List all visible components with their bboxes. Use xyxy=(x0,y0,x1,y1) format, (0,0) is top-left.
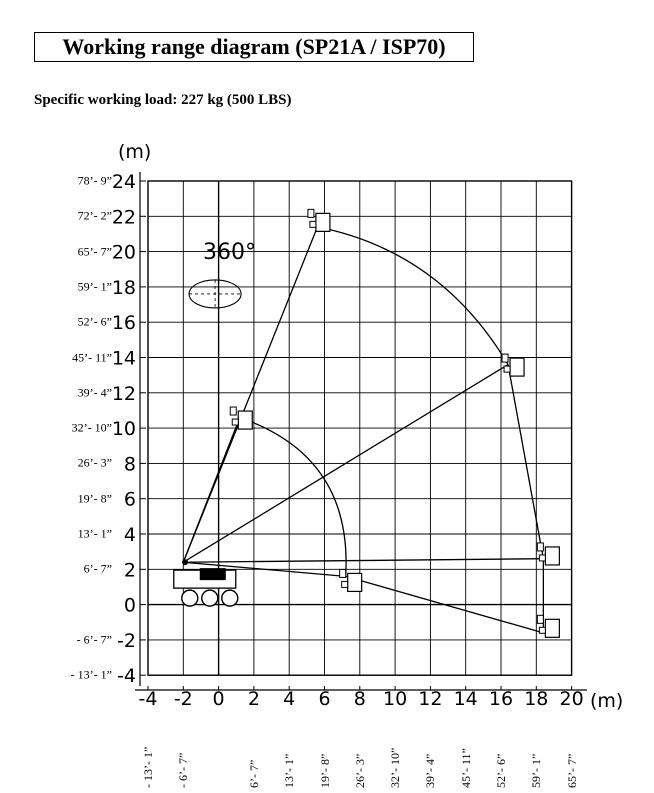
x-feet-label: 59’- 1” xyxy=(529,753,544,788)
y-feet-label: 26’- 3” xyxy=(77,455,112,470)
x-feet-label: 13’- 1” xyxy=(282,753,297,788)
y-tick-label: 18 xyxy=(111,276,136,299)
y-tick-label: 10 xyxy=(111,418,136,441)
y-tick-label: 16 xyxy=(111,312,136,335)
x-tick-label: 8 xyxy=(353,688,366,710)
machine-wheel xyxy=(222,590,238,606)
x-tick-label: 12 xyxy=(418,688,443,710)
y-tick-label: 12 xyxy=(111,382,136,405)
y-feet-label: 13’- 1” xyxy=(77,526,112,541)
y-feet-label: 39’- 4” xyxy=(77,385,112,400)
y-tick-label: 4 xyxy=(123,524,136,546)
x-tick-label: 4 xyxy=(283,688,296,710)
basket-step xyxy=(232,419,238,425)
y-tick-label: 24 xyxy=(111,171,136,193)
x-tick-label: 0 xyxy=(212,688,225,710)
platform-basket-icon xyxy=(230,407,252,429)
x-tick-label: 18 xyxy=(524,688,549,710)
basket-railing xyxy=(537,543,543,551)
x-feet-label: - 13’- 1” xyxy=(141,746,155,788)
x-tick-label: -4 xyxy=(138,688,158,710)
boom-line xyxy=(183,418,239,563)
boom-line xyxy=(183,559,543,563)
platform-basket-icon xyxy=(308,209,330,231)
y-feet-label: 78’- 9” xyxy=(77,173,112,188)
y-feet-label: 65’- 7” xyxy=(77,244,112,259)
basket-box xyxy=(545,547,559,565)
y-tick-label: 2 xyxy=(123,559,136,582)
y-feet-label: 59’- 1” xyxy=(77,279,112,294)
y-tick-label: -2 xyxy=(117,629,136,652)
envelope-edge xyxy=(508,365,543,559)
basket-railing xyxy=(340,569,346,577)
y-tick-label: -4 xyxy=(117,665,136,688)
y-tick-label: 0 xyxy=(123,594,136,617)
x-feet-label: 39’- 4” xyxy=(423,753,438,788)
basket-railing xyxy=(502,354,508,362)
x-tick-label: 6 xyxy=(318,688,331,710)
basket-step xyxy=(504,366,510,372)
basket-railing xyxy=(308,209,314,217)
y-tick-label: 8 xyxy=(123,453,136,476)
basket-box xyxy=(316,213,330,231)
platform-basket-icon xyxy=(340,569,362,591)
basket-step xyxy=(539,627,545,633)
y-feet-label: - 13’- 1” xyxy=(70,667,112,682)
boom-pivot xyxy=(182,559,188,565)
diagram-title: Working range diagram (SP21A / ISP70) xyxy=(34,32,474,62)
platform-basket-icon xyxy=(537,543,559,565)
y-feet-label: 6’- 7” xyxy=(83,561,112,576)
x-feet-label: 45’- 11” xyxy=(458,748,473,788)
y-feet-label: 72’- 2” xyxy=(77,208,112,223)
basket-railing xyxy=(230,407,236,415)
x-tick-label: 16 xyxy=(488,688,514,710)
x-feet-label: 65’- 7” xyxy=(564,753,579,788)
machine-wheel xyxy=(202,590,218,606)
machine-turntable xyxy=(200,568,226,580)
y-tick-label: 22 xyxy=(111,206,136,229)
working-load-subtitle: Specific working load: 227 kg (500 LBS) xyxy=(34,92,292,108)
machine-wheel xyxy=(182,590,198,606)
x-feet-label: 6’- 7” xyxy=(246,759,261,788)
x-unit-label: (m) xyxy=(590,690,624,712)
inner-arc xyxy=(240,418,346,577)
basket-railing xyxy=(537,615,543,623)
y-feet-label: 32’- 10” xyxy=(71,420,112,435)
basket-step xyxy=(310,221,316,227)
x-tick-label: 10 xyxy=(383,688,408,710)
basket-step xyxy=(342,581,348,587)
rotation-ellipse-icon xyxy=(189,280,241,308)
basket-box xyxy=(510,358,524,376)
x-feet-label: 32’- 10” xyxy=(388,747,403,788)
x-tick-label: -2 xyxy=(173,688,193,710)
y-tick-label: 20 xyxy=(111,241,136,264)
basket-box xyxy=(348,573,362,591)
y-feet-label: 45’- 11” xyxy=(72,350,112,364)
x-tick-label: 14 xyxy=(453,688,478,710)
y-unit-label: (m) xyxy=(118,141,152,163)
basket-step xyxy=(539,555,545,561)
working-envelope xyxy=(183,227,543,633)
x-feet-label: - 6’- 7” xyxy=(176,752,191,788)
x-feet-label: 19’- 8” xyxy=(317,753,332,788)
rotation-label: 360° xyxy=(203,240,256,265)
x-feet-label: 26’- 3” xyxy=(352,753,367,788)
outer-arc xyxy=(317,227,508,365)
x-tick-label: 2 xyxy=(247,688,260,710)
basket-box xyxy=(238,411,252,429)
y-tick-label: 6 xyxy=(123,488,136,511)
y-feet-label: 52’- 6” xyxy=(77,314,112,329)
y-feet-label: - 6’- 7” xyxy=(76,632,112,647)
y-feet-label: 19’- 8” xyxy=(77,491,112,506)
basket-box xyxy=(545,619,559,637)
x-tick-label: 20 xyxy=(559,688,584,710)
y-tick-label: 14 xyxy=(111,347,136,370)
x-feet-label: 52’- 6” xyxy=(494,753,508,788)
platform-basket-icon xyxy=(537,615,559,637)
